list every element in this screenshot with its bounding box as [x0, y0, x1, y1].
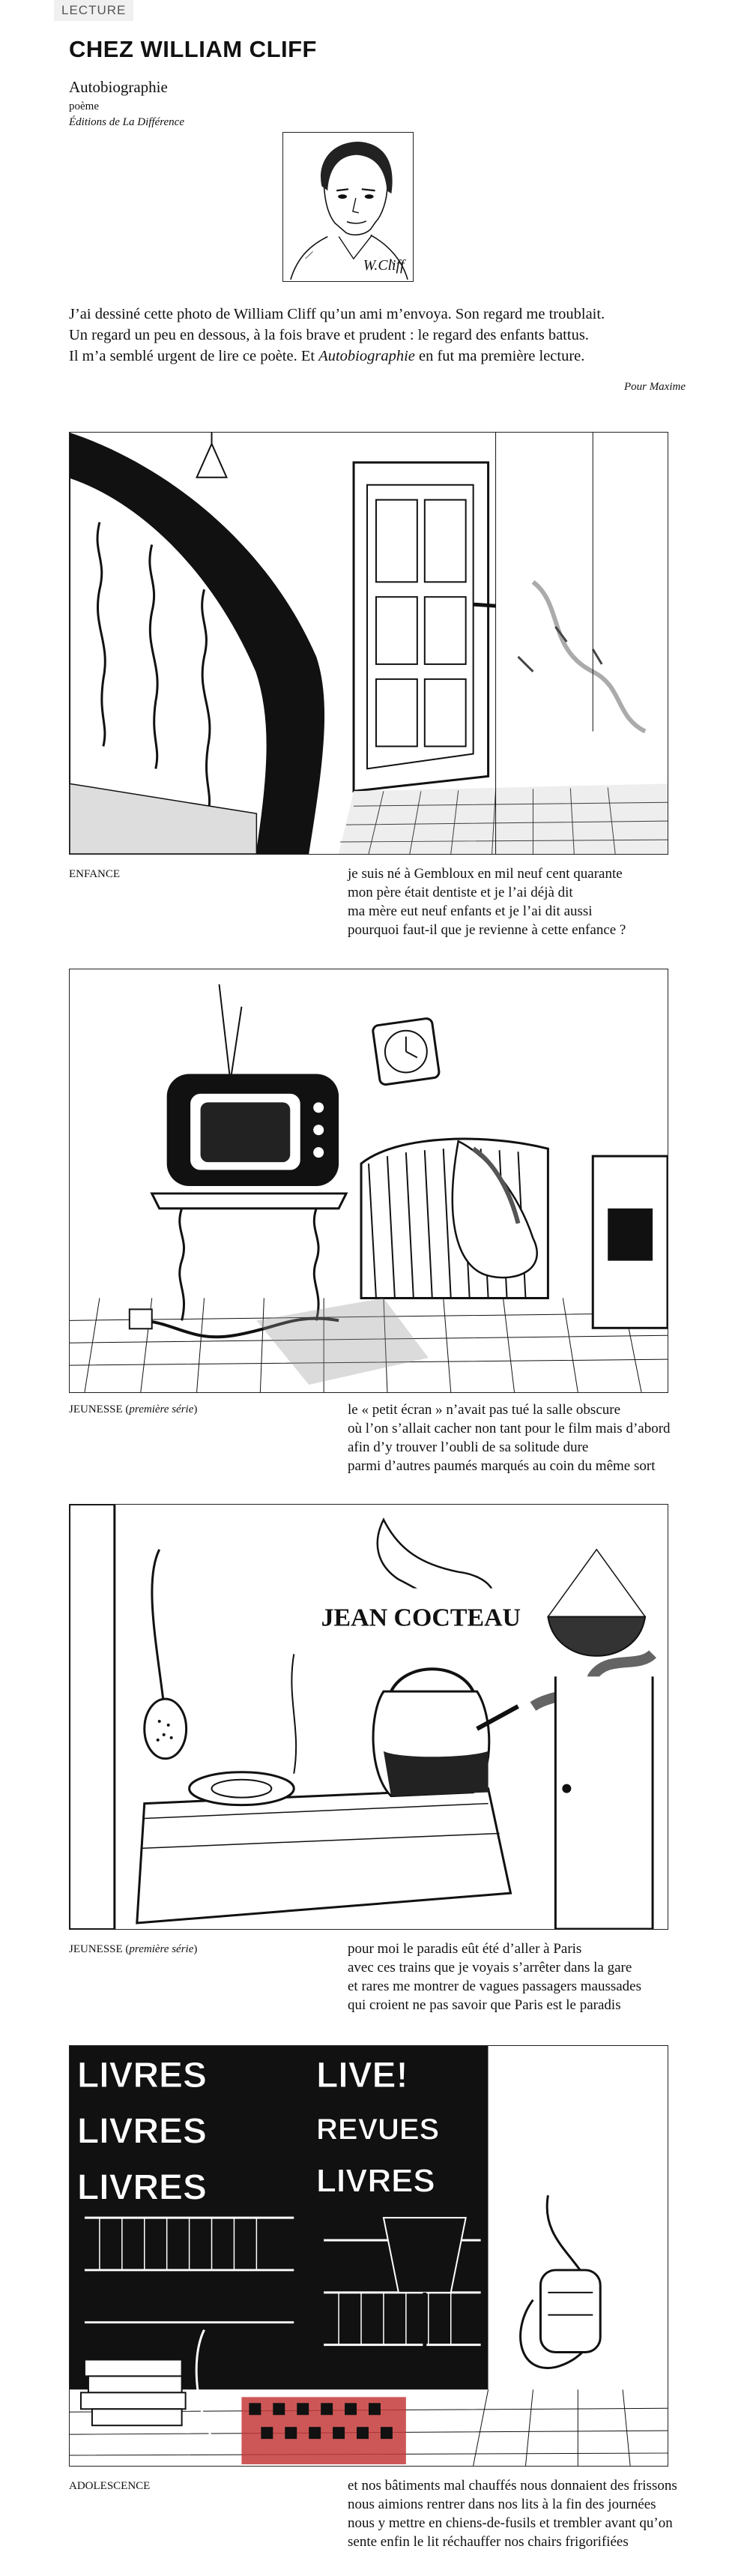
drawing-kitchen — [69, 1504, 668, 1930]
poem-line: et rares me montrer de vagues passagers maussades — [348, 1978, 641, 1994]
author-portrait — [282, 132, 414, 282]
section-label: LECTURE — [54, 0, 133, 21]
caption-label-text: ADOLESCENCE — [69, 2480, 151, 2492]
poem-line: le « petit écran » n’avait pas tué la salle obscure — [348, 1402, 621, 1418]
drawing-staircase — [69, 432, 668, 855]
poem-line: pourquoi faut-il que je revienne à cette enfance ? — [348, 922, 626, 938]
book-publisher: Éditions de La Différence — [69, 116, 184, 128]
poem-line: qui croient ne pas savoir que Paris est le paradis — [348, 1997, 621, 2013]
caption-label — [69, 1403, 197, 1416]
caption-label-text: ) — [193, 1403, 198, 1415]
intro-paragraph — [69, 304, 683, 367]
poem-excerpt — [348, 1939, 700, 2014]
caption-label-text: JEUNESSE ( — [69, 1403, 130, 1415]
intro-line: J’ai dessiné cette photo de William Cliff qu’un ami m’envoya. Son regard me troublait. — [69, 306, 605, 322]
intro-text: en fut ma première lecture. — [414, 348, 585, 364]
poem-line: ma mère eut neuf enfants et je l’ai dit aussi — [348, 903, 593, 919]
shelf-sign: LIVRES — [76, 2167, 207, 2208]
drawing-television — [69, 969, 668, 1393]
poem-line: et nos bâtiments mal chauffés nous donnaient des frissons — [348, 2478, 677, 2494]
shelf-sign: LIVRES — [316, 2162, 435, 2200]
caption-label-subtitle: première série — [129, 1403, 194, 1415]
poem-line: où l’on s’allait cacher non tant pour le film mais d’abord — [348, 1421, 671, 1436]
caption-label — [69, 1943, 197, 1956]
poem-line: pour moi le paradis eût été d’aller à Paris — [348, 1941, 582, 1957]
poem-line: mon père était dentiste et je l’ai déjà dit — [348, 885, 573, 900]
poem-excerpt — [348, 864, 700, 939]
portrait-drawing — [283, 133, 413, 281]
poem-line: parmi d’autres paumés marqués au coin du même sort — [348, 1458, 656, 1474]
drawing-bookshop — [69, 2045, 668, 2467]
caption-label — [69, 2480, 150, 2493]
caption-label-text: ) — [193, 1943, 198, 1955]
poem-line: nous aimions rentrer dans nos lits à la fin des journées — [348, 2497, 656, 2512]
shelf-sign: LIVE! — [316, 2055, 408, 2095]
shelf-sign: LIVRES — [76, 2055, 207, 2095]
shelf-sign: REVUES — [316, 2113, 440, 2146]
poem-excerpt — [348, 1400, 700, 1475]
poem-line: je suis né à Gembloux en mil neuf cent quarante — [348, 866, 623, 882]
caption-label-text: ENFANCE — [69, 868, 121, 880]
book-genre: poème — [69, 100, 99, 112]
caption-label-subtitle: première série — [129, 1943, 194, 1955]
caption-label — [69, 868, 120, 881]
cocteau-sign: JEAN COCTEAU — [321, 1604, 521, 1632]
intro-line: Un regard un peu en dessous, à la fois brave et prudent : le regard des enfants battus. — [69, 327, 589, 343]
article-title: CHEZ WILLIAM CLIFF — [69, 36, 317, 62]
dedication: Pour Maxime — [623, 381, 686, 393]
poem-line: avec ces trains que je voyais s’arrêter dans la gare — [348, 1960, 632, 1975]
poem-line: sente enfin le lit réchauffer nos chairs frigorifiées — [348, 2534, 629, 2550]
poem-excerpt — [348, 2476, 700, 2551]
intro-text: Il m’a semblé urgent de lire ce poète. Et — [69, 348, 319, 364]
shelf-sign: LIVRES — [76, 2111, 207, 2152]
poem-line: afin d’y trouver l’oubli de sa solitude dure — [348, 1439, 589, 1455]
book-title: Autobiographie — [69, 78, 168, 96]
portrait-signature: W.Cliff — [363, 257, 405, 274]
poem-line: nous y mettre en chiens-de-fusils et trembler avant qu’on — [348, 2515, 673, 2531]
intro-line — [69, 346, 683, 367]
caption-label-text: JEUNESSE ( — [69, 1943, 130, 1955]
intro-book-title: Autobiographie — [318, 348, 415, 364]
